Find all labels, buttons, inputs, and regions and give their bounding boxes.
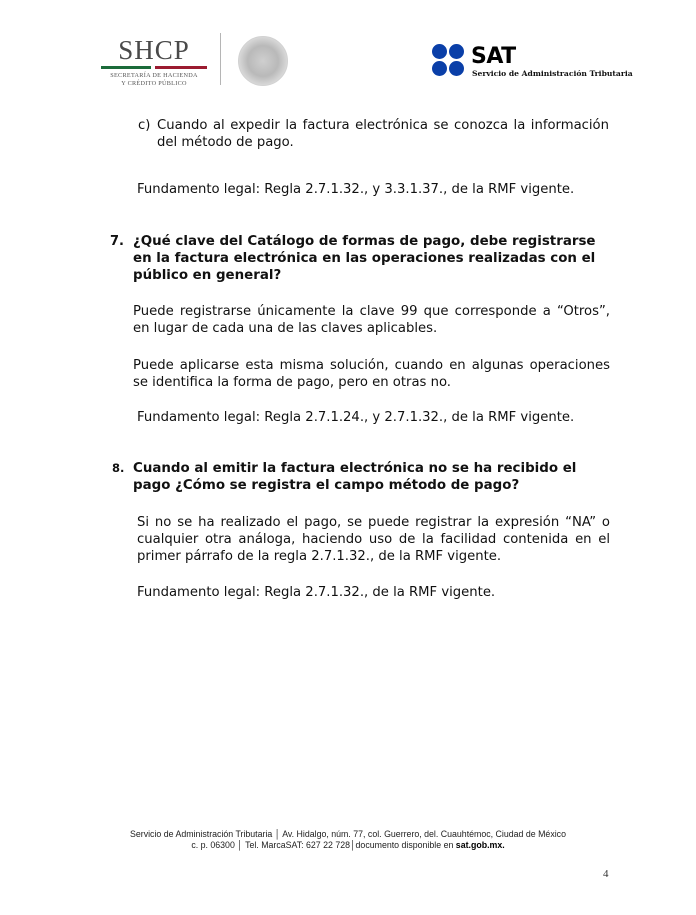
footer-address: Servicio de Administración Tributaria │ Av. Hidalgo, núm. 77, col. Guerrero, del. Cuauhtémoc, Ciudad de México [130, 829, 566, 839]
question-8-number: 8. [112, 461, 125, 475]
sat-dots-icon [432, 44, 466, 78]
mexico-seal-icon [238, 36, 288, 86]
footer-contact [0, 840, 696, 850]
item-c-text: Cuando al expedir la factura electrónica se conozca la información del método de pago. [157, 118, 609, 150]
shcp-subtitle-line2: Y CRÉDITO PÚBLICO [121, 79, 187, 87]
question-7-fundamento: Fundamento legal: Regla 2.7.1.24., y 2.7.1.32., de la RMF vigente. [137, 410, 575, 425]
shcp-logo [96, 30, 212, 90]
question-7-paragraph-2: Puede aplicarse esta misma solución, cuando en algunas operaciones se identifica la forma de pago, pero en otras no. [133, 358, 610, 390]
shcp-subtitle-line1: SECRETARÍA DE HACIENDA [110, 72, 198, 79]
fundamento-1: Fundamento legal: Regla 2.7.1.32., y 3.3.1.37., de la RMF vigente. [137, 182, 575, 197]
sat-dot [432, 61, 447, 76]
page-number: 4 [603, 868, 609, 880]
sat-dot [449, 44, 464, 59]
footer-contact-text: c. p. 06300 │ Tel. MarcaSAT: 627 22 728│documento disponible en [191, 840, 456, 850]
sat-dot [449, 61, 464, 76]
question-7-paragraph-1: Puede registrarse únicamente la clave 99 que corresponde a “Otros”, en lugar de cada una de las claves aplicables. [133, 304, 610, 336]
footer-website-link[interactable]: sat.gob.mx. [455, 840, 505, 850]
sat-logo [432, 44, 632, 84]
question-7-title: ¿Qué clave del Catálogo de formas de pago, debe registrarse en la factura electrónica en las operaciones realizadas con el público en general? [133, 234, 596, 283]
sat-title: SAT [471, 44, 516, 69]
question-7-number: 7. [110, 234, 124, 249]
shcp-red-bar [155, 66, 207, 69]
sat-subtitle: Servicio de Administración Tributaria [472, 69, 633, 78]
shcp-subtitle [96, 72, 212, 87]
question-8-fundamento: Fundamento legal: Regla 2.7.1.32., de la RMF vigente. [137, 585, 496, 600]
question-8-title: Cuando al emitir la factura electrónica no se ha recibido el pago ¿Cómo se registra el campo método de pago? [133, 461, 577, 493]
shcp-title: SHCP [118, 35, 190, 65]
shcp-green-bar [101, 66, 151, 69]
shcp-color-bar [96, 66, 212, 69]
question-8-paragraph-1: Si no se ha realizado el pago, se puede registrar la expresión “NA” o cualquier otra análoga, haciendo uso de la facilidad contenida en el primer párrafo de la regla 2.7.1.32., de la RMF vigente. [137, 515, 610, 564]
sat-dot [432, 44, 447, 59]
logo-divider [220, 33, 221, 85]
item-c-label: c) [138, 118, 151, 133]
